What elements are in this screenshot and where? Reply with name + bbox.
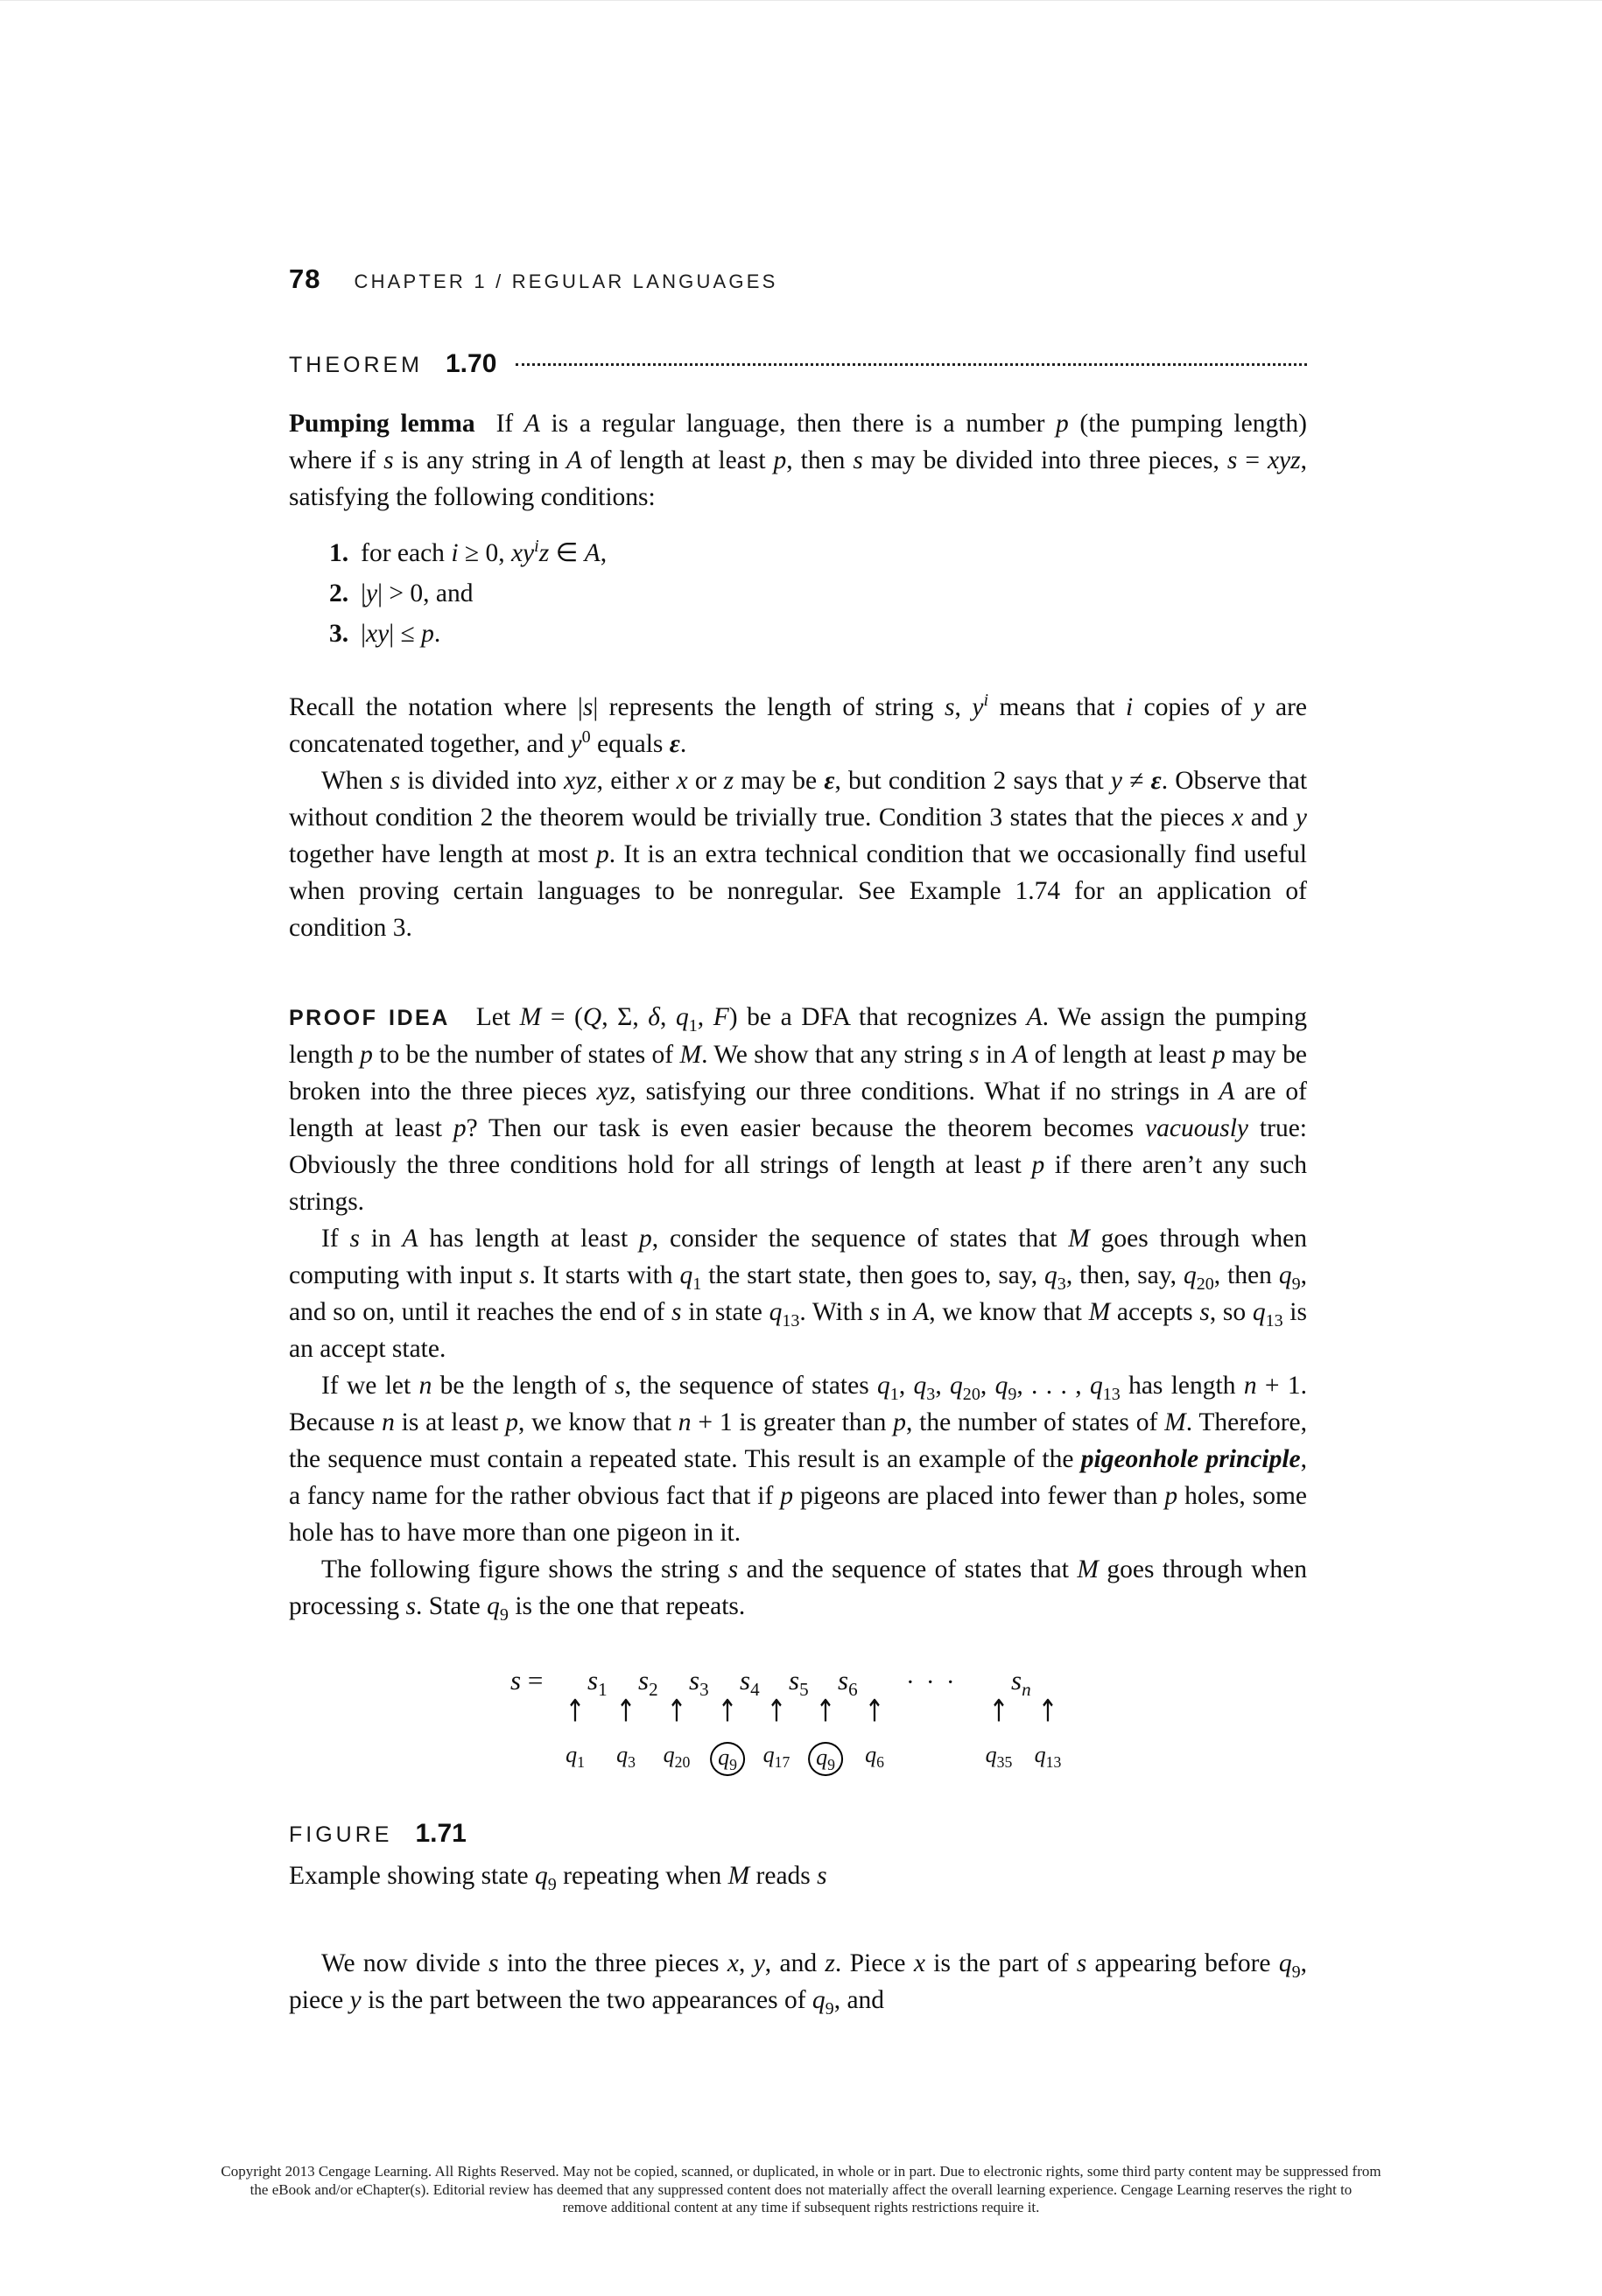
diagram-state-label: $q_1$ [566, 1742, 585, 1772]
paragraph-pumping-lemma [289, 405, 1307, 516]
up-arrow-icon: ↑ [717, 1694, 738, 1730]
paragraph-sequence-of-states: If s in A has length at least p, consider the sequence of states that M goes through when computing with input s. It starts with $q_1$ the start state, then goes to, say, $q_3$, then, say, $q_{20}$, then $q_9$, and so on, until it reaches the end of s in state $q_{13}$. With s in A, we know that M accepts s, so $q_{13}$ is an accept state. [289, 1225, 1307, 1363]
diagram-symbol: $s_2$ [638, 1665, 658, 1701]
copyright-line: remove additional content at any time if subsequent rights restrictions require it. [562, 2199, 1040, 2215]
page-number: 78 [289, 263, 321, 294]
condition-item [329, 533, 1307, 573]
up-arrow-icon: ↑ [1037, 1694, 1058, 1730]
diagram-state-label: $q_{35}$ [985, 1742, 1013, 1772]
dotted-rule [516, 363, 1307, 366]
figure-label: FIGURE [289, 1822, 393, 1847]
copyright-line: Copyright 2013 Cengage Learning. All Rights Reserved. May not be copied, scanned, or duplicated, in whole or in part. Due to electronic rights, some third party content may be suppressed from [221, 2163, 1381, 2180]
copyright-footer [0, 2163, 1602, 2217]
theorem-heading [289, 349, 1307, 379]
page-header [289, 263, 1307, 295]
diagram-state-label: $q_3$ [616, 1742, 636, 1772]
figure-caption-block [289, 1819, 1307, 1894]
up-arrow-icon: ↑ [615, 1694, 636, 1730]
figure-number: 1.71 [415, 1819, 467, 1848]
diagram-state-label: $q_{13}$ [1034, 1742, 1062, 1772]
diagram-string-prefix: s = [510, 1665, 544, 1696]
condition-item [329, 573, 1307, 614]
condition-text: |xy| ≤ p. [361, 620, 441, 648]
paragraph-when-divided: When s is divided into xyz, either x or z may be ε, but condition 2 says that y ≠ ε. Observe that without condition 2 the theorem would be trivially true. Condition 3 states that the pieces x and y together have length at most p. It is an extra technical condition that we occasionally find useful when proving certain languages to be nonregular. See Example 1.74 for an application of condition 3. [289, 767, 1308, 942]
chapter-title: CHAPTER 1 / REGULAR LANGUAGES [354, 270, 778, 292]
diagram-state-label: $q_{20}$ [663, 1742, 691, 1772]
paragraph-proof-idea [289, 999, 1307, 1220]
diagram-symbol: $s_n$ [1011, 1665, 1031, 1701]
proof-idea-label: PROOF IDEA [289, 1006, 450, 1030]
condition-number: 2. [329, 579, 349, 607]
up-arrow-icon: ↑ [666, 1694, 687, 1730]
condition-number: 3. [329, 620, 349, 648]
page-content [289, 263, 1307, 2019]
diagram-symbol: $s_3$ [689, 1665, 709, 1701]
theorem-number: 1.70 [446, 349, 497, 378]
up-arrow-icon: ↑ [988, 1694, 1009, 1730]
diagram-symbol: $s_4$ [740, 1665, 760, 1701]
condition-item [329, 614, 1307, 654]
up-arrow-icon: ↑ [565, 1694, 586, 1730]
conditions-list [329, 533, 1307, 654]
figure-heading [289, 1819, 1307, 1849]
condition-text: |y| > 0, and [361, 579, 474, 607]
proof-idea-text: Let M = (Q, Σ, δ, $q_1$, F) be a DFA that recognizes A. We assign the pumping length p to be the number of states of M. We show that any string s in A of length at least p may be broken into the three pieces xyz, satisfying our three conditions. What if no strings in A are of length at least p? Then our task is even easier because the theorem becomes vacuously true: Obviously the three conditions hold for all strings of length at least p if there aren’t any such strings. [289, 1003, 1308, 1216]
theorem-label: THEOREM [289, 353, 423, 377]
copyright-line: the eBook and/or eChapter(s). Editorial review has deemed that any suppressed content does not materially affect the overall learning experience. Cengage Learning reserves the right to [249, 2180, 1353, 2198]
diagram-symbol: $s_1$ [587, 1665, 608, 1701]
figure-diagram [510, 1665, 1307, 1789]
condition-number: 1. [329, 539, 349, 567]
up-arrow-icon: ↑ [864, 1694, 885, 1730]
diagram-state-label: $q_{17}$ [762, 1742, 790, 1772]
up-arrow-icon: ↑ [815, 1694, 836, 1730]
paragraph-divide-pieces: We now divide s into the three pieces x, y, and z. Piece x is the part of s appearing before $q_9$, piece y is the part between the two appearances of $q_9$, and [289, 1949, 1308, 2019]
paragraph-recall: Recall the notation where |s| represents the length of string s, $y^i$ means that i copies of y are concatenated together, and $y^0$ equals ε. [289, 691, 1307, 758]
condition-text: for each i ≥ 0, $xy^iz$ ∈ A, [361, 537, 608, 567]
diagram-symbol: $s_6$ [838, 1665, 858, 1701]
repeated-state-circled: $q_9$ [710, 1742, 745, 1776]
lemma-name: Pumping lemma [289, 410, 475, 438]
up-arrow-icon: ↑ [766, 1694, 787, 1730]
paragraph-figure-intro: The following figure shows the string s and the sequence of states that M goes through when processing s. State $q_9$ is the one that repeats. [289, 1555, 1307, 1625]
diagram-symbol: $s_5$ [789, 1665, 809, 1701]
lemma-statement: If A is a regular language, then there is a number p (the pumping length) where if s is any string in A of length at least p, then s may be divided into three pieces, s = xyz, satisfying the following conditions: [289, 410, 1307, 511]
ellipsis-dots: · · · [906, 1668, 958, 1696]
figure-caption: Example showing state $q_9$ repeating when M reads s [289, 1862, 827, 1894]
diagram-state-label: $q_6$ [865, 1742, 884, 1772]
repeated-state-circled: $q_9$ [808, 1742, 843, 1776]
paragraph-pigeonhole: If we let n be the length of s, the sequence of states $q_1$, $q_3$, $q_{20}$, $q_9$, . . . , $q_{13}$ has length n + 1. Because n is at least p, we know that n + 1 is greater than p, the number of states of M. Therefore, the sequence must contain a repeated state. This result is an example of the pigeonhole principle, a fancy name for the rather obvious fact that if p pigeons are placed into fewer than p holes, some hole has to have more than one pigeon in it. [289, 1372, 1308, 1547]
